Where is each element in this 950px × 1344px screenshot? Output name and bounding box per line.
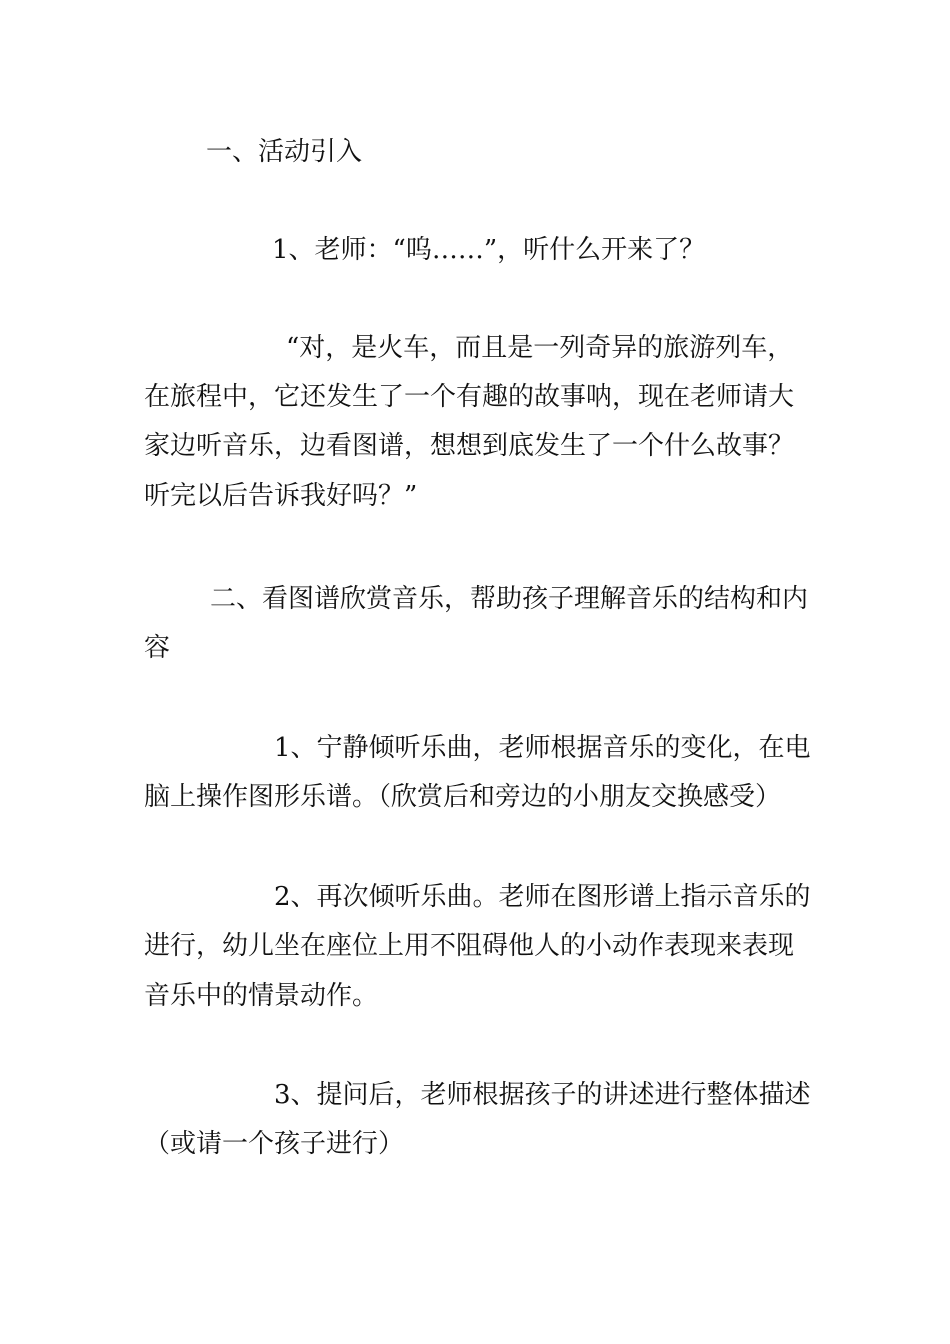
paragraph-teacher-question: 1、老师：“呜……”，听什么开来了？ [272,235,706,265]
paragraph-quote-line-2: 在旅程中，它还发生了一个有趣的故事呐，现在老师请大 [144,382,795,412]
list-item-3-line-1: 3、提问后，老师根据孩子的讲述进行整体描述 [274,1080,811,1110]
list-item-3-line-2: （或请一个孩子进行） [144,1129,405,1159]
paragraph-quote-line-4: 听完以后告诉我好吗？” [144,481,418,511]
section-heading-activity-intro: 一、活动引入 [206,137,363,167]
section-heading-music-line-2: 容 [144,633,171,663]
paragraph-quote-line-1: “对，是火车，而且是一列奇异的旅游列车， [286,333,794,363]
list-item-2-line-1: 2、再次倾听乐曲。老师在图形谱上指示音乐的 [274,882,811,912]
list-item-1-line-2: 脑上操作图形乐谱。（欣赏后和旁边的小朋友交换感受） [144,782,782,812]
paragraph-quote-line-3: 家边听音乐，边看图谱，想想到底发生了一个什么故事？ [144,431,795,461]
list-item-2-line-2: 进行，幼儿坐在座位上用不阻碍他人的小动作表现来表现 [144,931,795,961]
list-item-2-line-3: 音乐中的情景动作。 [144,981,379,1011]
section-heading-music-line-1: 二、看图谱欣赏音乐，帮助孩子理解音乐的结构和内 [210,584,809,614]
list-item-1-line-1: 1、宁静倾听乐曲，老师根据音乐的变化，在电 [274,733,811,763]
